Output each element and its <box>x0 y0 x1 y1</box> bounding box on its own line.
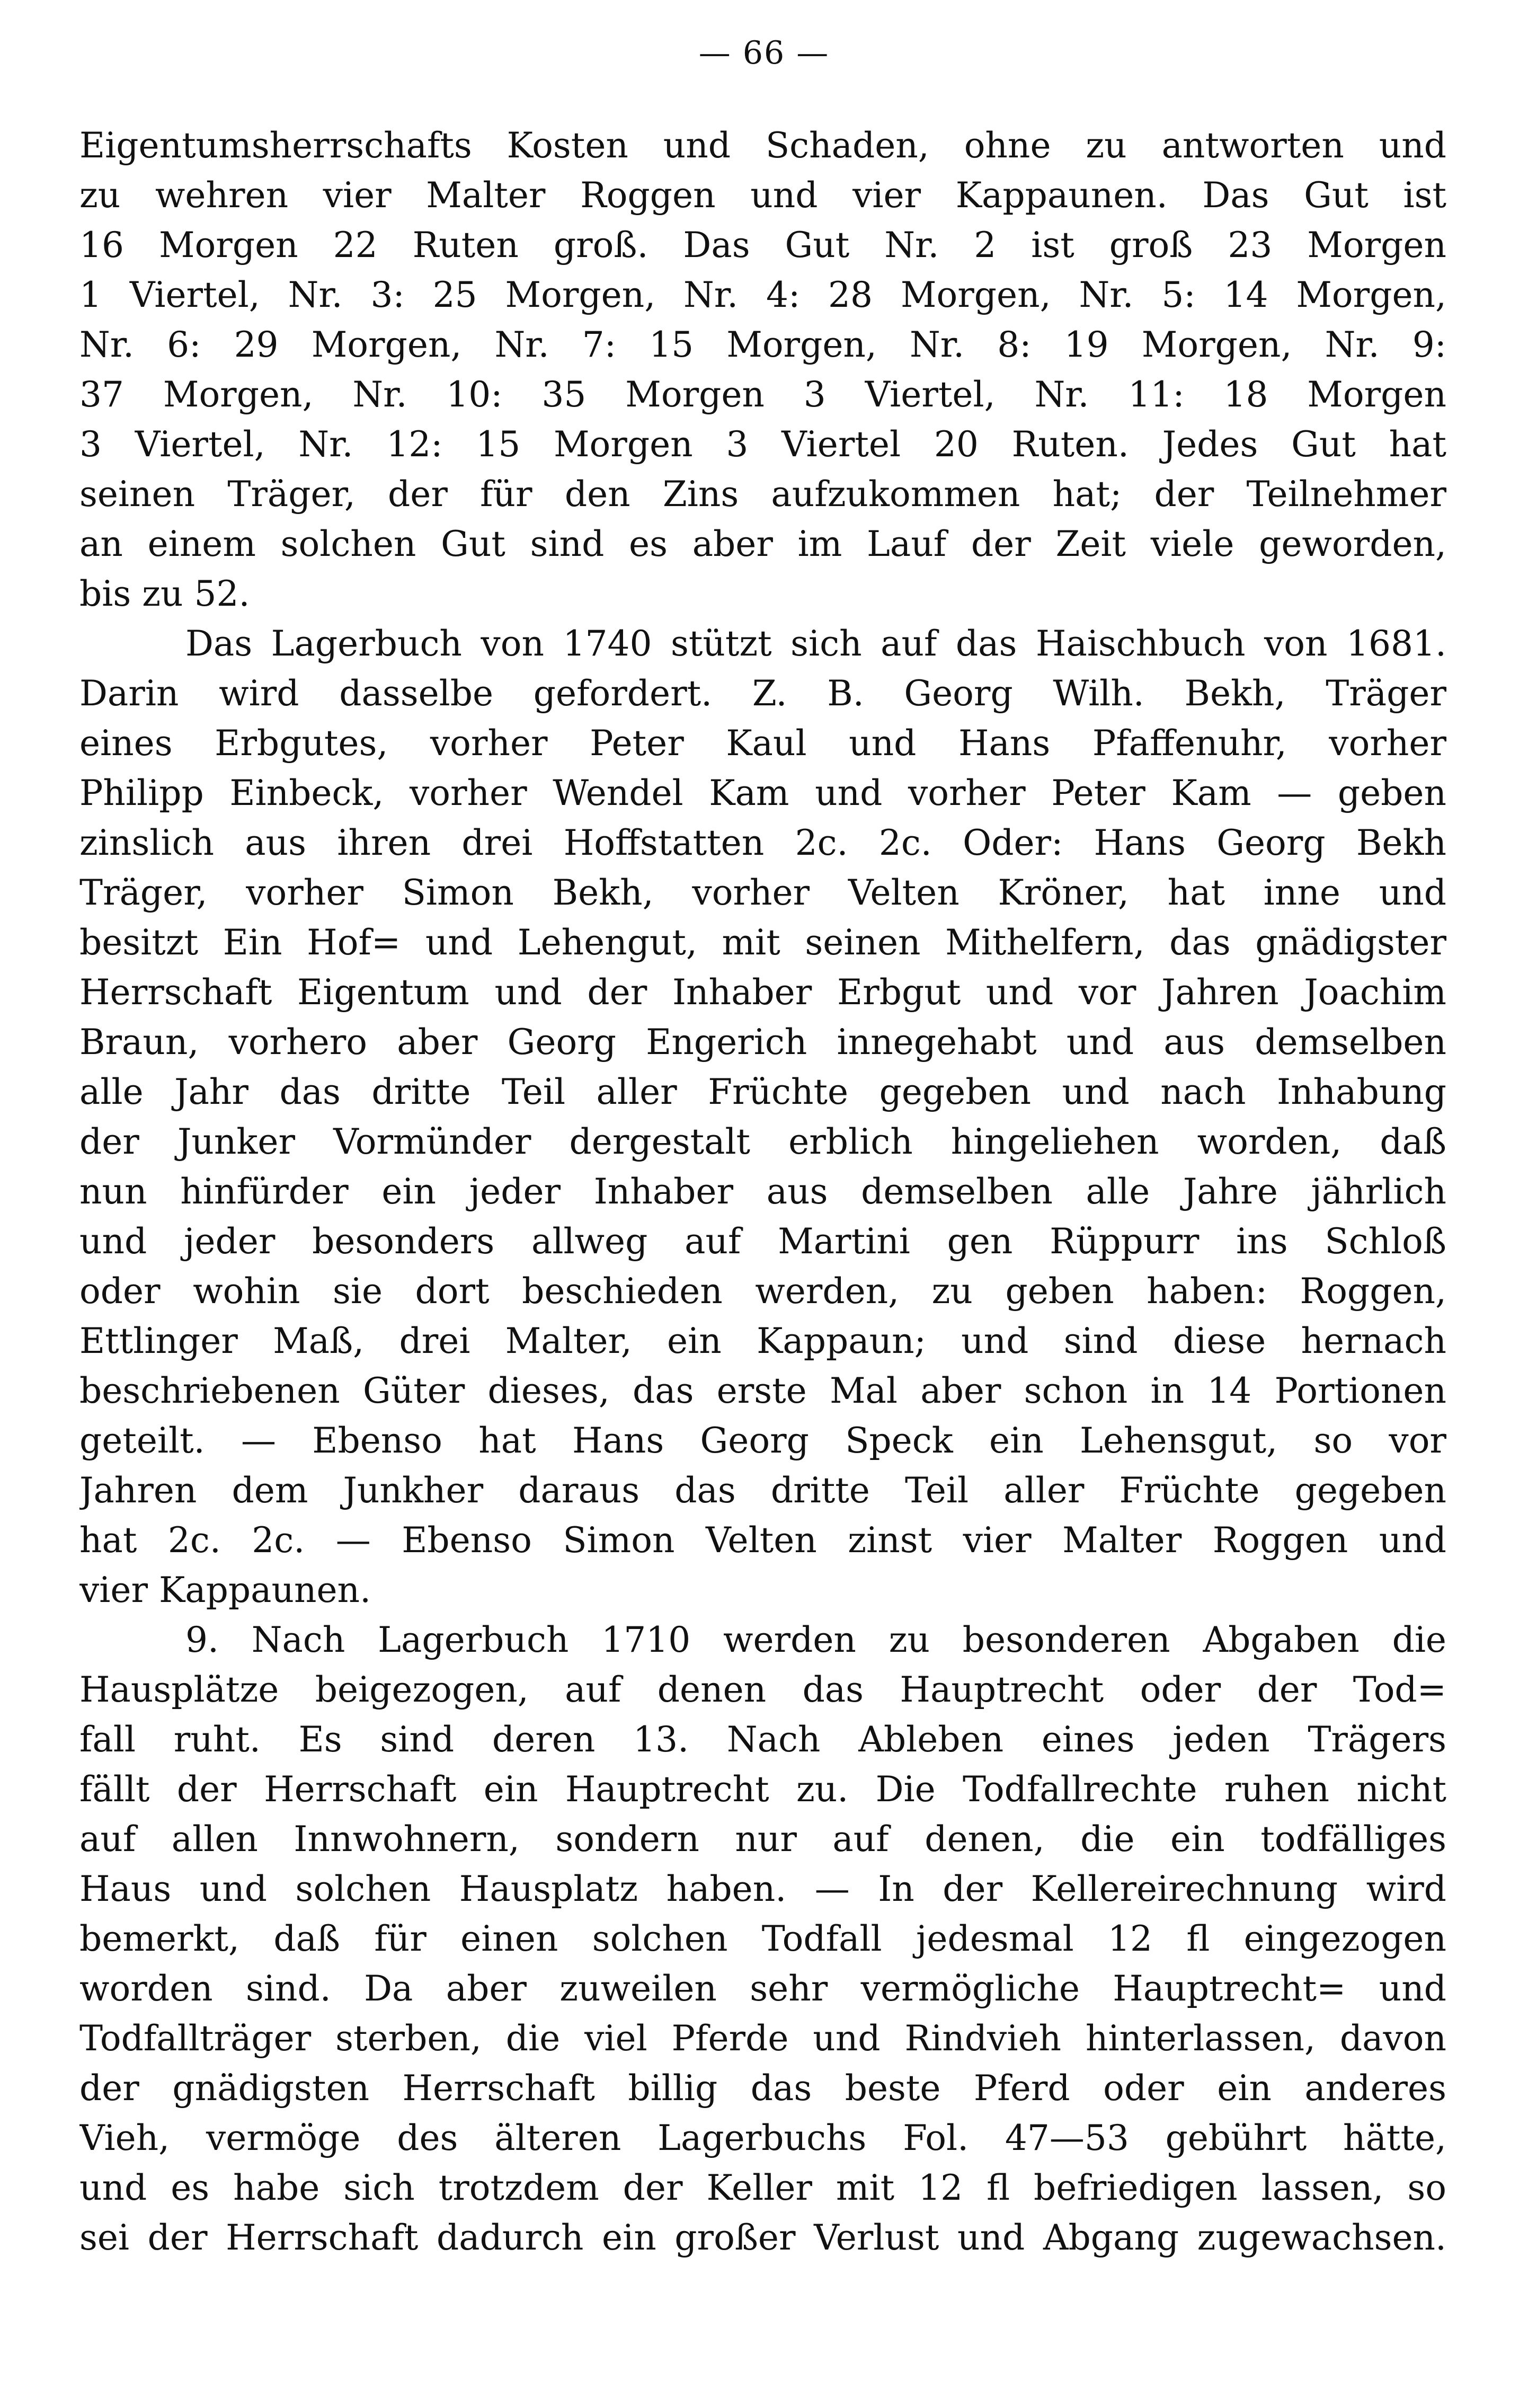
text-line: 1 Viertel, Nr. 3: 25 Morgen, Nr. 4: 28 Morgen, Nr. 5: 14 Morgen, <box>79 275 1446 315</box>
text-line: und es habe sich trotzdem der Keller mit 12 fl befriedigen lassen, so <box>79 2167 1446 2208</box>
text-line: 9. Nach Lagerbuch 1710 werden zu besonderen Abgaben die <box>185 1619 1446 1660</box>
paragraph-3 <box>79 1615 1446 2263</box>
text-line: beschriebenen Güter dieses, das erste Mal aber schon in 14 Portionen <box>79 1370 1446 1411</box>
paragraph-2 <box>79 619 1446 1615</box>
body-text <box>79 121 1446 2263</box>
text-line: Braun, vorhero aber Georg Engerich innegehabt und aus demselben <box>79 1022 1446 1063</box>
text-line: bemerkt, daß für einen solchen Todfall jedesmal 12 fl eingezogen <box>79 1918 1446 1959</box>
text-line: Vieh, vermöge des älteren Lagerbuchs Fol. 47—53 gebührt hätte, <box>79 2118 1446 2158</box>
text-line: Ettlinger Maß, drei Malter, ein Kappaun; und sind diese hernach <box>79 1321 1446 1361</box>
text-line: 37 Morgen, Nr. 10: 35 Morgen 3 Viertel, Nr. 11: 18 Morgen <box>79 374 1446 415</box>
text-line: Das Lagerbuch von 1740 stützt sich auf das Haischbuch von 1681. <box>185 623 1446 664</box>
text-line: 16 Morgen 22 Ruten groß. Das Gut Nr. 2 ist groß 23 Morgen <box>79 225 1446 265</box>
text-line: 3 Viertel, Nr. 12: 15 Morgen 3 Viertel 20 Ruten. Jedes Gut hat <box>79 424 1446 465</box>
text-line: besitzt Ein Hof= und Lehengut, mit seinen Mithelfern, das gnädigster <box>79 922 1446 963</box>
text-line: fällt der Herrschaft ein Hauptrecht zu. Die Todfallrechte ruhen nicht <box>79 1769 1446 1810</box>
text-line: Philipp Einbeck, vorher Wendel Kam und vorher Peter Kam — geben <box>79 773 1446 813</box>
text-line: hat 2c. 2c. — Ebenso Simon Velten zinst vier Malter Roggen und <box>79 1520 1446 1561</box>
paragraph-1 <box>79 121 1446 619</box>
text-line: nun hinfürder ein jeder Inhaber aus demselben alle Jahre jährlich <box>79 1171 1446 1212</box>
text-line: geteilt. — Ebenso hat Hans Georg Speck ein Lehensgut, so vor <box>79 1420 1446 1461</box>
text-line: Jahren dem Junkher daraus das dritte Teil aller Früchte gegeben <box>79 1470 1446 1511</box>
text-line: alle Jahr das dritte Teil aller Früchte gegeben und nach Inhabung <box>79 1072 1446 1112</box>
text-line: Träger, vorher Simon Bekh, vorher Velten Kröner, hat inne und <box>79 872 1446 913</box>
text-line: Darin wird dasselbe gefordert. Z. B. Georg Wilh. Bekh, Träger <box>79 673 1446 714</box>
text-line: zu wehren vier Malter Roggen und vier Kappaunen. Das Gut ist <box>79 175 1446 216</box>
text-line: seinen Träger, der für den Zins aufzukommen hat; der Teilnehmer <box>79 474 1446 515</box>
text-line: vier Kappaunen. <box>79 1570 371 1610</box>
text-line: worden sind. Da aber zuweilen sehr vermögliche Hauptrecht= und <box>79 1968 1446 2009</box>
page-number: — 66 — <box>698 34 830 72</box>
text-line: der Junker Vormünder dergestalt erblich hingeliehen worden, daß <box>79 1121 1446 1162</box>
text-line: Haus und solchen Hausplatz haben. — In der Kellereirechnung wird <box>79 1869 1446 1909</box>
text-line: Hausplätze beigezogen, auf denen das Hauptrecht oder der Tod= <box>79 1669 1446 1710</box>
text-line: zinslich aus ihren drei Hoffstatten 2c. 2c. Oder: Hans Georg Bekh <box>79 822 1446 863</box>
text-line: Herrschaft Eigentum und der Inhaber Erbgut und vor Jahren Joachim <box>79 972 1446 1013</box>
text-line: sei der Herrschaft dadurch ein großer Verlust und Abgang zugewachsen. <box>79 2217 1446 2258</box>
text-line: oder wohin sie dort beschieden werden, zu geben haben: Roggen, <box>79 1271 1446 1312</box>
text-line: der gnädigsten Herrschaft billig das beste Pferd oder ein anderes <box>79 2068 1446 2109</box>
text-line: Eigentumsherrschafts Kosten und Schaden, ohne zu antworten und <box>79 125 1446 166</box>
text-line: auf allen Innwohnern, sondern nur auf denen, die ein todfälliges <box>79 1819 1446 1860</box>
text-line: eines Erbgutes, vorher Peter Kaul und Hans Pfaffenuhr, vorher <box>79 723 1446 764</box>
text-line: fall ruht. Es sind deren 13. Nach Ableben eines jeden Trägers <box>79 1719 1446 1760</box>
text-line: Nr. 6: 29 Morgen, Nr. 7: 15 Morgen, Nr. 8: 19 Morgen, Nr. 9: <box>79 324 1446 365</box>
text-line: bis zu 52. <box>79 573 250 614</box>
text-line: an einem solchen Gut sind es aber im Lauf der Zeit viele geworden, <box>79 524 1446 564</box>
text-line: und jeder besonders allweg auf Martini gen Rüppurr ins Schloß <box>79 1221 1446 1262</box>
text-line: Todfallträger sterben, die viel Pferde und Rindvieh hinterlassen, davon <box>79 2018 1446 2059</box>
